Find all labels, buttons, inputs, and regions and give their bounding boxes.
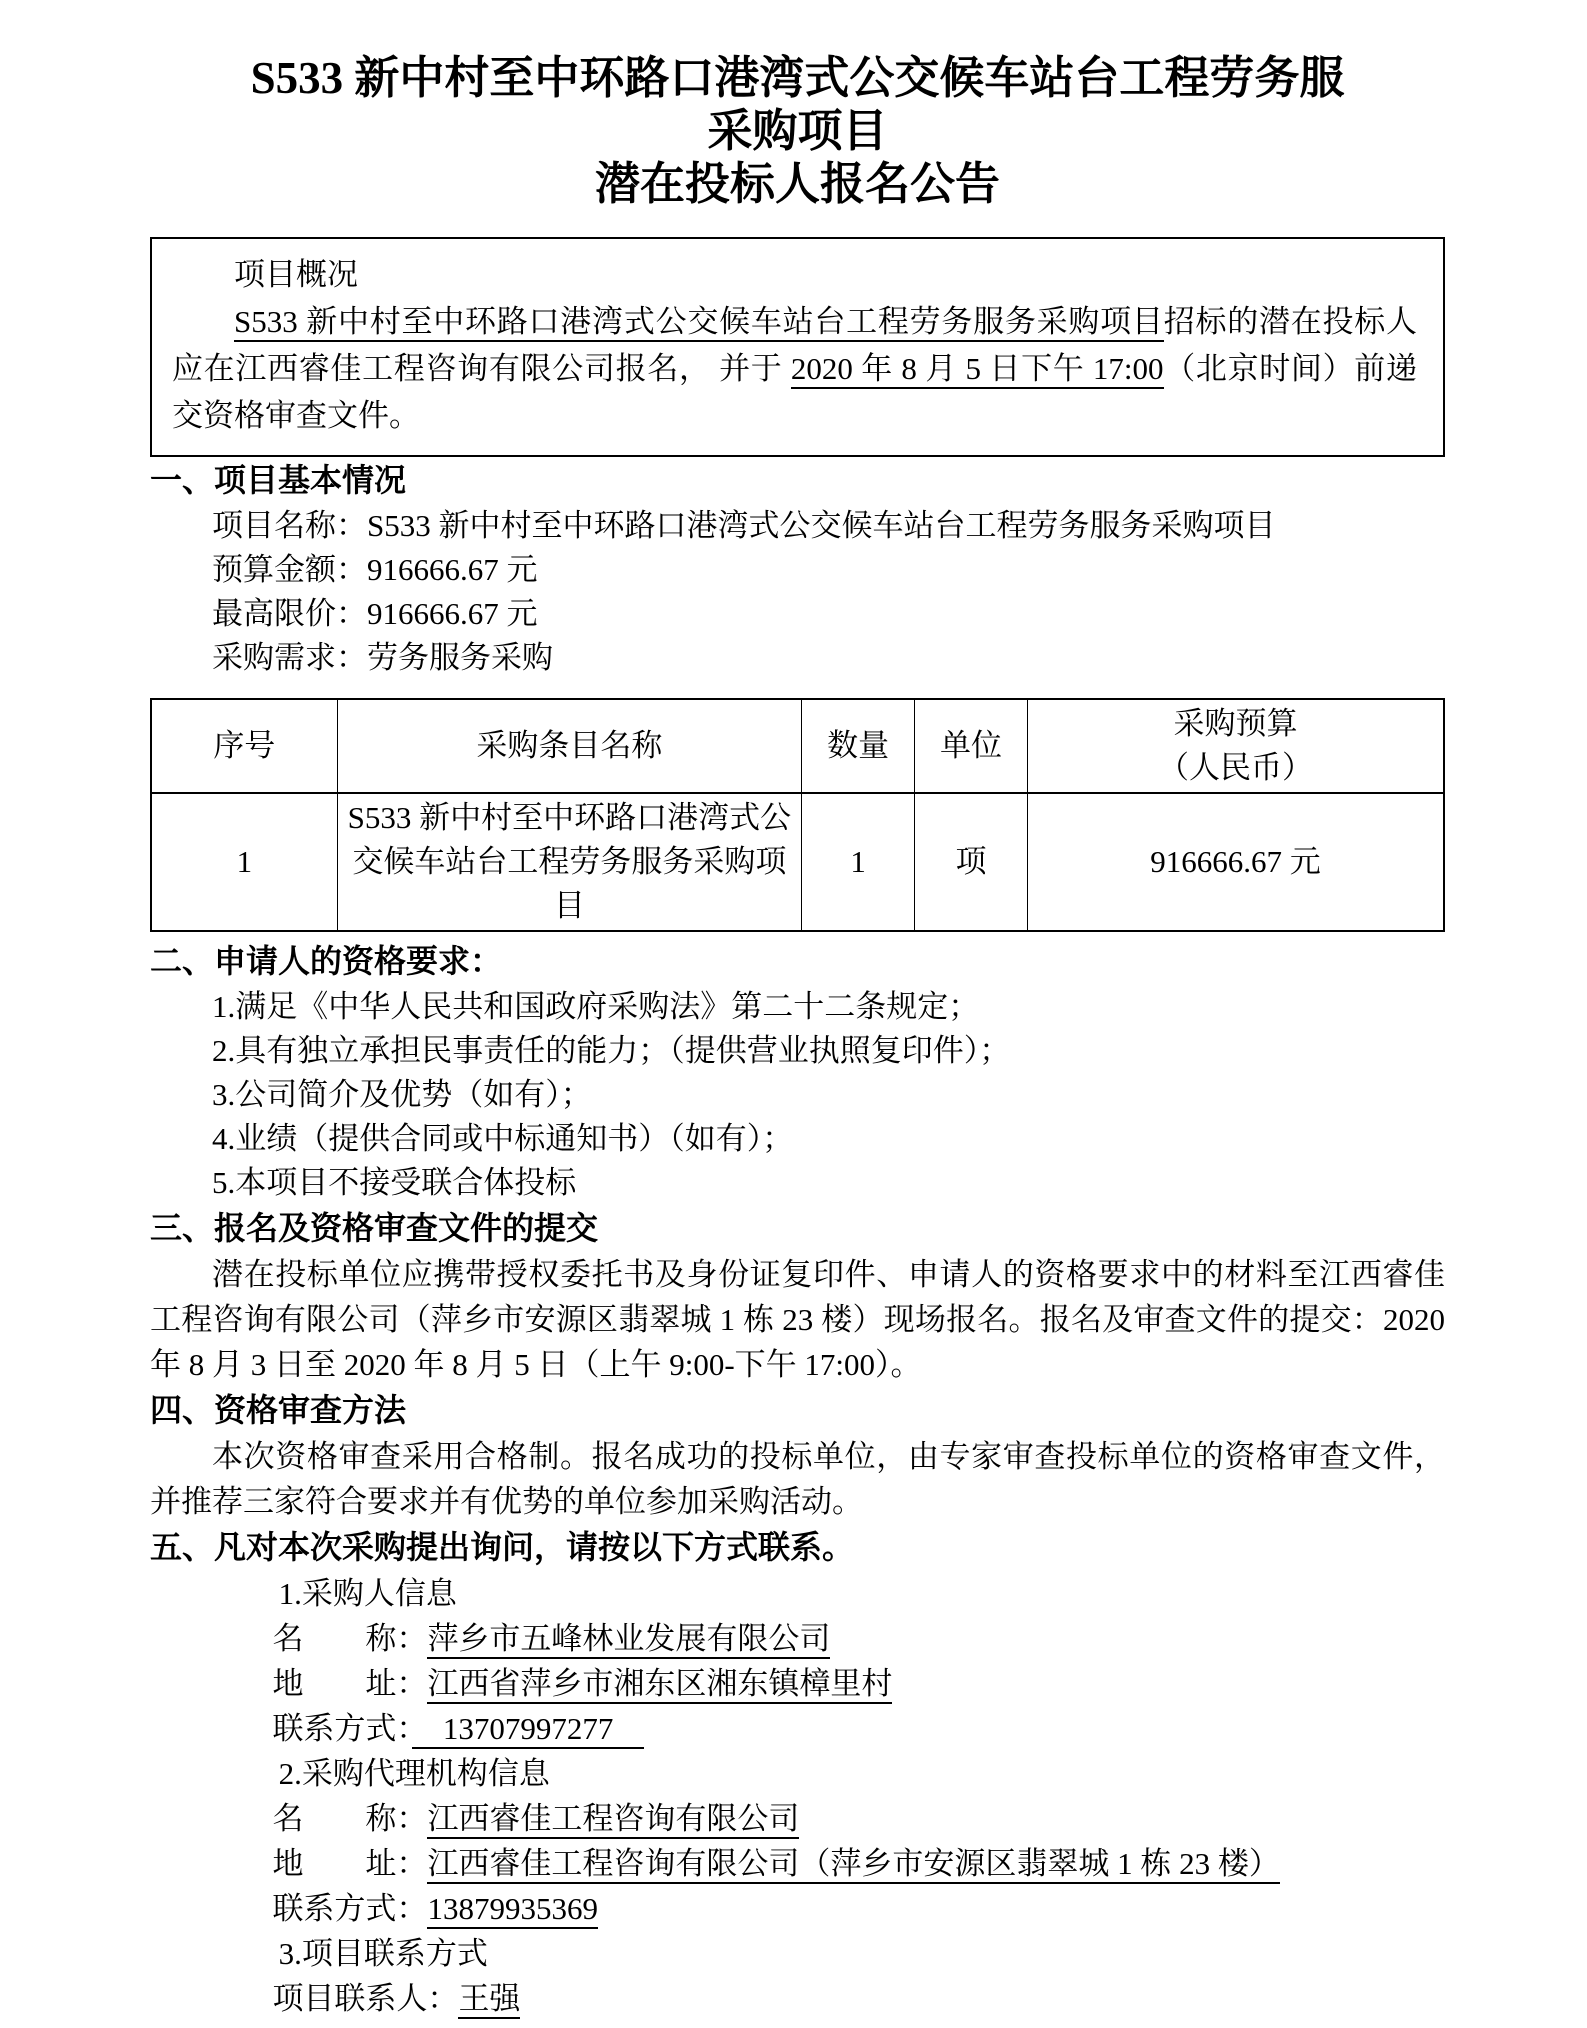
header-unit: 单位 [915, 699, 1028, 793]
cell-quantity: 1 [802, 793, 915, 931]
purchaser-info-title: 1.采购人信息 [278, 1576, 457, 1611]
cell-serial-number: 1 [151, 793, 337, 931]
section3-body: 潜在投标单位应携带授权委托书及身份证复印件、申请人的资格要求中的材料至江西睿佳工程咨询有限公司（萍乡市安源区翡翠城 1 栋 23 楼）现场报名。报名及审查文件的提交：2020 年 8 月 3 日至 2020 年 8 月 5 日（上午 9:00-下午 17:00）。 [150, 1257, 1445, 1382]
table-header [151, 699, 1444, 793]
purchaser-address-label: 地 址： [272, 1666, 428, 1701]
agency-address-value: 江西睿佳工程咨询有限公司（萍乡市安源区翡翠城 1 栋 23 楼） [427, 1846, 1280, 1884]
section3-heading: 三、报名及资格审查文件的提交 [150, 1210, 599, 1246]
purchaser-phone-value: 13707997277 [412, 1711, 645, 1749]
title-line-2: 采购项目 [707, 106, 888, 156]
header-quantity: 数量 [802, 699, 915, 793]
agency-name-value: 江西睿佳工程咨询有限公司 [427, 1801, 799, 1839]
purchaser-phone-row [150, 1706, 1445, 1751]
header-budget [1027, 699, 1444, 793]
qualification-item-4: 4.业绩（提供合同或中标通知书）（如有）； [212, 1121, 794, 1156]
budget-amount-line: 预算金额：916666.67 元 [212, 552, 538, 587]
agency-address-label: 地 址： [272, 1846, 428, 1881]
qualification-item-3: 3.公司简介及优势（如有）； [212, 1077, 592, 1112]
overview-project-name: S533 新中村至中环路口港湾式公交候车站台工程劳务服务采购项目 [234, 304, 1164, 342]
table-body [151, 793, 1444, 931]
header-budget-line2: （人民币） [1157, 750, 1313, 785]
agency-address-row [150, 1841, 1445, 1886]
overview-middle-text: 招标的潜在投标人应在江西睿佳工程咨询有限公司报名， 并于 [172, 304, 1418, 386]
project-contact-label: 项目联系人： [272, 1981, 459, 2016]
qualification-item-1: 1.满足《中华人民共和国政府采购法》第二十二条规定； [212, 989, 980, 1024]
qualification-item-5: 5.本项目不接受联合体投标 [212, 1165, 577, 1200]
cell-unit: 项 [915, 793, 1028, 931]
purchaser-address-row [150, 1661, 1445, 1706]
qualification-item-2: 2.具有独立承担民事责任的能力；（提供营业执照复印件）； [212, 1033, 1011, 1068]
project-name-line: 项目名称：S533 新中村至中环路口港湾式公交候车站台工程劳务服务采购项目 [212, 508, 1276, 543]
cell-item-name: S533 新中村至中环路口港湾式公交候车站台工程劳务服务采购项目 [337, 793, 802, 931]
purchaser-name-label: 名 称： [272, 1621, 428, 1656]
agency-name-label: 名 称： [272, 1801, 428, 1836]
header-item-name: 采购条目名称 [337, 699, 802, 793]
table-row [151, 793, 1444, 931]
agency-phone-row [150, 1886, 1445, 1931]
project-contact-row [150, 1976, 1445, 2021]
procurement-items-table [150, 698, 1445, 932]
max-price-line: 最高限价：916666.67 元 [212, 596, 538, 631]
overview-tail-text: （北京时间）前递交资格审查文件。 [172, 351, 1417, 433]
overview-paragraph [172, 298, 1417, 439]
project-overview-box [150, 237, 1445, 457]
procurement-demand-line: 采购需求：劳务服务采购 [212, 640, 553, 675]
project-contact-title: 3.项目联系方式 [278, 1936, 488, 1971]
section1-heading: 一、项目基本情况 [150, 462, 407, 498]
overview-deadline: 2020 年 8 月 5 日下午 17:00 [791, 351, 1164, 389]
section5-heading: 五、凡对本次采购提出询问，请按以下方式联系。 [150, 1529, 855, 1565]
document-title [150, 52, 1445, 211]
section2-heading: 二、申请人的资格要求： [150, 943, 503, 979]
cell-budget: 916666.67 元 [1027, 793, 1444, 931]
title-line-1: S533 新中村至中环路口港湾式公交候车站台工程劳务服 [250, 53, 1345, 103]
agency-phone-value: 13879935369 [427, 1891, 598, 1929]
project-contact-value: 王强 [458, 1981, 520, 2019]
overview-heading: 项目概况 [234, 257, 358, 292]
purchaser-address-value: 江西省萍乡市湘东区湘东镇樟里村 [427, 1666, 892, 1704]
purchaser-name-row [150, 1616, 1445, 1661]
section4-body: 本次资格审查采用合格制。报名成功的投标单位，由专家审查投标单位的资格审查文件，并推荐三家符合要求并有优势的单位参加采购活动。 [150, 1439, 1445, 1519]
purchaser-name-value: 萍乡市五峰林业发展有限公司 [427, 1621, 830, 1659]
agency-name-row [150, 1796, 1445, 1841]
title-announcement: 潜在投标人报名公告 [594, 159, 1000, 209]
agency-info-title: 2.采购代理机构信息 [278, 1756, 550, 1791]
purchaser-phone-label: 联系方式： [272, 1711, 412, 1746]
agency-phone-label: 联系方式： [272, 1891, 428, 1926]
header-budget-line1: 采购预算 [1173, 706, 1298, 741]
header-serial-number: 序号 [151, 699, 337, 793]
section4-heading: 四、资格审查方法 [150, 1392, 407, 1428]
table-header-row [151, 699, 1444, 793]
